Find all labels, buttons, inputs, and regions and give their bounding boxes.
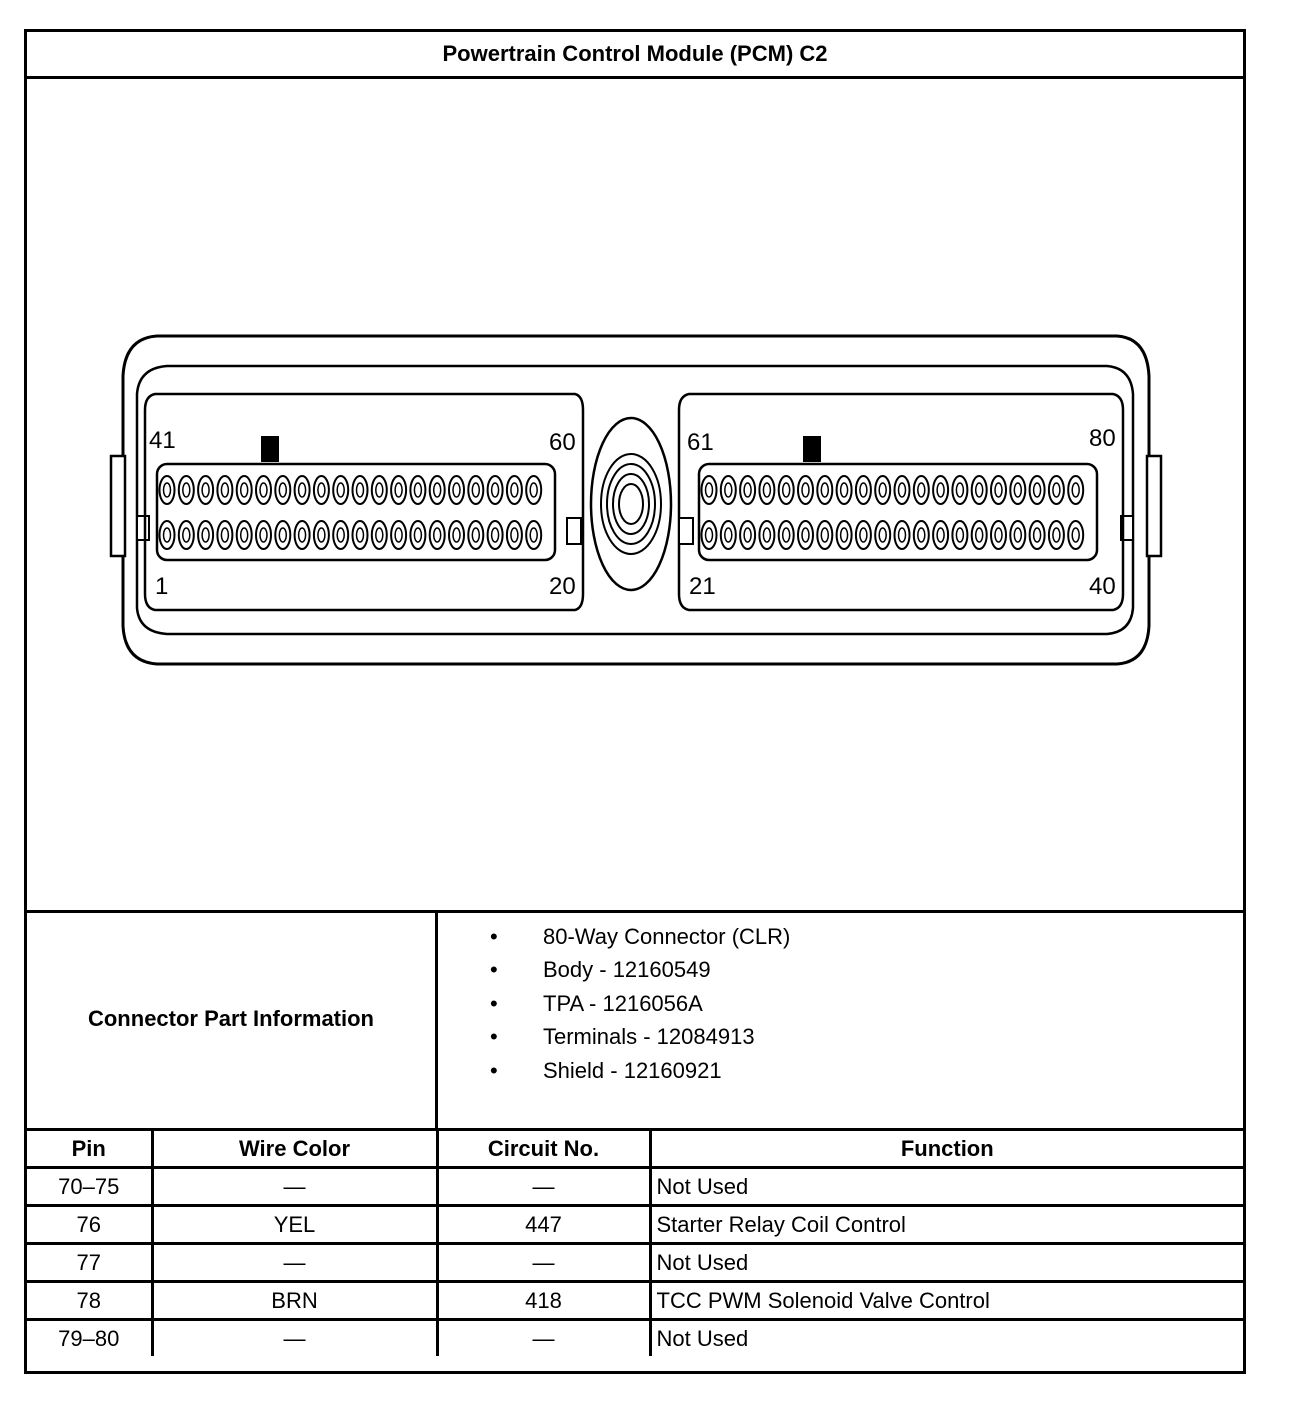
pin-cavity <box>798 476 813 504</box>
cell-wire-color: BRN <box>152 1282 437 1320</box>
pin-cavity <box>779 476 794 504</box>
pin-cavity <box>952 476 967 504</box>
pin-terminal <box>937 483 944 497</box>
pin-terminal <box>511 483 518 497</box>
cell-wire-color: — <box>152 1320 437 1357</box>
pin-terminal <box>918 483 925 497</box>
connector-info-item: • Body - 12160549 <box>438 953 1243 986</box>
pin-cavity <box>333 476 348 504</box>
pin-table <box>27 1128 1243 1356</box>
pin-cavity <box>895 521 910 549</box>
cell-function: Not Used <box>650 1168 1243 1206</box>
connector-part-info <box>27 910 1243 1131</box>
pin-terminal <box>472 528 479 542</box>
right-latch <box>1147 456 1161 556</box>
pin-terminal <box>453 528 460 542</box>
pin-cavity <box>314 521 329 549</box>
pin-cavity <box>914 476 929 504</box>
connector-sheet <box>24 29 1246 1374</box>
connector-diagram <box>27 76 1243 913</box>
pin-label-20: 20 <box>549 573 576 600</box>
pin-terminal <box>860 528 867 542</box>
pin-terminal <box>1034 483 1041 497</box>
pin-terminal <box>414 528 421 542</box>
pin-terminal <box>976 483 983 497</box>
pin-terminal <box>337 528 344 542</box>
pin-terminal <box>725 483 732 497</box>
cell-circuit-no: — <box>437 1320 650 1357</box>
center-bolt-outer <box>591 418 671 590</box>
pin-cavity <box>895 476 910 504</box>
table-row <box>27 1320 1243 1357</box>
pin-cavity <box>410 521 425 549</box>
pin-cavity <box>798 521 813 549</box>
pin-terminal <box>879 483 886 497</box>
pin-terminal <box>376 528 383 542</box>
pin-cavity <box>256 521 271 549</box>
pin-cavity <box>237 476 252 504</box>
connector-info-label: Connector Part Information <box>27 910 438 1128</box>
pin-cavity <box>372 521 387 549</box>
pin-cavity <box>160 476 175 504</box>
page-title: Powertrain Control Module (PCM) C2 <box>27 32 1243 79</box>
cell-pin: 78 <box>27 1282 152 1320</box>
pin-table-header <box>27 1130 1243 1168</box>
pin-terminal <box>783 483 790 497</box>
pin-cavity <box>468 476 483 504</box>
pin-terminal <box>763 528 770 542</box>
pin-terminal <box>744 528 751 542</box>
pin-terminal <box>395 483 402 497</box>
pin-cavity <box>275 476 290 504</box>
pin-cavity <box>1068 476 1083 504</box>
pin-cavity <box>702 521 717 549</box>
header-wire-color: Wire Color <box>152 1130 437 1168</box>
pin-cavity <box>1068 521 1083 549</box>
pin-terminal <box>395 528 402 542</box>
pin-cavity <box>779 521 794 549</box>
pin-terminal <box>492 483 499 497</box>
pin-terminal <box>318 528 325 542</box>
pin-terminal <box>995 483 1002 497</box>
pin-terminal <box>763 483 770 497</box>
left-key <box>137 516 149 540</box>
pin-terminal <box>530 528 537 542</box>
pin-cavity <box>856 521 871 549</box>
pin-terminal <box>821 483 828 497</box>
pin-cavity <box>972 476 987 504</box>
cell-wire-color: — <box>152 1244 437 1282</box>
pin-label-21: 21 <box>689 573 716 600</box>
pin-cavity <box>217 521 232 549</box>
connector-info-item: • 80-Way Connector (CLR) <box>438 920 1243 953</box>
pin-terminal <box>802 528 809 542</box>
pin-cavity <box>198 521 213 549</box>
pin-terminal <box>937 528 944 542</box>
pin-cavity <box>817 521 832 549</box>
connector-info-list <box>438 920 1243 1087</box>
pin-terminal <box>995 528 1002 542</box>
cell-function: Not Used <box>650 1244 1243 1282</box>
left-keying-tab <box>261 436 279 462</box>
pin-cavity <box>875 476 890 504</box>
pin-cavity <box>1010 476 1025 504</box>
cell-pin: 76 <box>27 1206 152 1244</box>
pin-cavity <box>526 521 541 549</box>
right-keying-tab <box>803 436 821 462</box>
pin-terminal <box>956 528 963 542</box>
pin-terminal <box>841 483 848 497</box>
pin-terminal <box>221 483 228 497</box>
pin-cavity <box>295 476 310 504</box>
header-circuit-no: Circuit No. <box>437 1130 650 1168</box>
header-pin: Pin <box>27 1130 152 1168</box>
cell-circuit-no: — <box>437 1168 650 1206</box>
pin-cavity <box>160 521 175 549</box>
pin-terminal <box>956 483 963 497</box>
table-row <box>27 1206 1243 1244</box>
pin-cavity <box>314 476 329 504</box>
pin-cavity <box>952 521 967 549</box>
pin-cavity <box>740 521 755 549</box>
pin-terminal <box>783 528 790 542</box>
pin-cavity <box>391 476 406 504</box>
pin-terminal <box>976 528 983 542</box>
center-bolt-ring-4 <box>619 484 643 524</box>
pin-cavity <box>237 521 252 549</box>
pin-terminal <box>472 483 479 497</box>
cell-pin: 70–75 <box>27 1168 152 1206</box>
pin-cavity <box>1049 521 1064 549</box>
pin-label-40: 40 <box>1089 573 1116 600</box>
pin-terminal <box>530 483 537 497</box>
right-center-notch <box>679 518 693 544</box>
right-cavity <box>679 394 1123 610</box>
pin-label-60: 60 <box>549 429 576 456</box>
pin-cavity <box>991 476 1006 504</box>
pin-terminal <box>706 483 713 497</box>
pin-cavity <box>837 521 852 549</box>
pin-terminal <box>879 528 886 542</box>
pin-terminal <box>802 483 809 497</box>
pin-terminal <box>183 483 190 497</box>
pin-cavity <box>468 521 483 549</box>
pin-terminal <box>202 528 209 542</box>
pin-cavities <box>160 476 1084 549</box>
pin-cavity <box>488 521 503 549</box>
cell-wire-color: YEL <box>152 1206 437 1244</box>
pin-cavity <box>875 521 890 549</box>
pin-cavity <box>217 476 232 504</box>
pin-terminal <box>453 483 460 497</box>
pin-terminal <box>414 483 421 497</box>
cell-circuit-no: — <box>437 1244 650 1282</box>
pin-label-41: 41 <box>149 427 176 454</box>
pin-terminal <box>164 483 171 497</box>
pin-terminal <box>434 528 441 542</box>
pin-terminal <box>899 483 906 497</box>
cell-pin: 77 <box>27 1244 152 1282</box>
pin-terminal <box>841 528 848 542</box>
pin-cavity <box>933 521 948 549</box>
center-bolt-ring-2 <box>607 464 655 544</box>
pin-terminal <box>821 528 828 542</box>
pin-cavity <box>198 476 213 504</box>
pin-cavity <box>837 476 852 504</box>
pin-terminal <box>202 483 209 497</box>
pin-terminal <box>337 483 344 497</box>
pin-terminal <box>860 483 867 497</box>
pin-cavity <box>1010 521 1025 549</box>
pin-cavity <box>526 476 541 504</box>
cell-circuit-no: 418 <box>437 1282 650 1320</box>
pin-cavity <box>488 476 503 504</box>
pin-label-61: 61 <box>687 429 714 456</box>
pin-terminal <box>164 528 171 542</box>
pin-cavity <box>333 521 348 549</box>
pin-cavity <box>179 476 194 504</box>
connector-info-item: • Shield - 12160921 <box>438 1054 1243 1087</box>
pin-terminal <box>299 483 306 497</box>
pin-terminal <box>492 528 499 542</box>
pin-terminal <box>744 483 751 497</box>
center-bolt-ring-1 <box>601 454 661 554</box>
pin-cavity <box>933 476 948 504</box>
pin-cavity <box>856 476 871 504</box>
pin-cavity <box>972 521 987 549</box>
left-latch <box>111 456 125 556</box>
pin-cavity <box>391 521 406 549</box>
connector-info-item: • TPA - 1216056A <box>438 987 1243 1020</box>
pin-terminal <box>183 528 190 542</box>
pin-terminal <box>1072 528 1079 542</box>
pin-label-1: 1 <box>155 573 169 600</box>
pin-cavity <box>179 521 194 549</box>
pin-cavity <box>759 521 774 549</box>
pin-cavity <box>449 476 464 504</box>
connector-info-item: • Terminals - 12084913 <box>438 1020 1243 1053</box>
pin-cavity <box>275 521 290 549</box>
pin-cavity <box>256 476 271 504</box>
table-row <box>27 1282 1243 1320</box>
pin-terminal <box>279 528 286 542</box>
pin-cavity <box>430 476 445 504</box>
pin-cavity <box>740 476 755 504</box>
pin-cavity <box>759 476 774 504</box>
pin-cavity <box>914 521 929 549</box>
pin-terminal <box>299 528 306 542</box>
cell-function: Not Used <box>650 1320 1243 1357</box>
pin-cavity <box>721 476 736 504</box>
pin-terminal <box>706 528 713 542</box>
pin-cavity <box>353 521 368 549</box>
pin-terminal <box>511 528 518 542</box>
pin-cavity <box>817 476 832 504</box>
cell-function: TCC PWM Solenoid Valve Control <box>650 1282 1243 1320</box>
table-row <box>27 1244 1243 1282</box>
pin-terminal <box>1072 483 1079 497</box>
pin-terminal <box>1014 483 1021 497</box>
pin-terminal <box>279 483 286 497</box>
pin-cavity <box>991 521 1006 549</box>
pin-terminal <box>376 483 383 497</box>
left-center-notch <box>567 518 581 544</box>
pin-terminal <box>221 528 228 542</box>
pin-cavity <box>1030 521 1045 549</box>
table-row <box>27 1168 1243 1206</box>
pin-cavity <box>449 521 464 549</box>
pin-terminal <box>899 528 906 542</box>
cell-pin: 79–80 <box>27 1320 152 1357</box>
cell-function: Starter Relay Coil Control <box>650 1206 1243 1244</box>
pin-terminal <box>241 528 248 542</box>
pin-cavity <box>430 521 445 549</box>
pin-terminal <box>260 483 267 497</box>
pin-terminal <box>434 483 441 497</box>
pin-terminal <box>260 528 267 542</box>
pin-label-80: 80 <box>1089 425 1116 452</box>
pin-terminal <box>725 528 732 542</box>
pin-cavity <box>410 476 425 504</box>
pin-cavity <box>721 521 736 549</box>
pin-terminal <box>1053 483 1060 497</box>
pin-terminal <box>357 483 364 497</box>
pin-terminal <box>1034 528 1041 542</box>
pin-cavity <box>1049 476 1064 504</box>
pin-terminal <box>357 528 364 542</box>
connector-face-drawing <box>27 76 1243 910</box>
header-function: Function <box>650 1130 1243 1168</box>
pin-terminal <box>1053 528 1060 542</box>
pin-cavity <box>372 476 387 504</box>
pin-cavity <box>507 476 522 504</box>
pin-cavity <box>702 476 717 504</box>
pin-terminal <box>241 483 248 497</box>
pin-terminal <box>318 483 325 497</box>
pin-cavity <box>353 476 368 504</box>
pin-cavity <box>295 521 310 549</box>
pin-cavity <box>507 521 522 549</box>
pin-terminal <box>1014 528 1021 542</box>
pin-terminal <box>918 528 925 542</box>
cell-wire-color: — <box>152 1168 437 1206</box>
cell-circuit-no: 447 <box>437 1206 650 1244</box>
pin-cavity <box>1030 476 1045 504</box>
